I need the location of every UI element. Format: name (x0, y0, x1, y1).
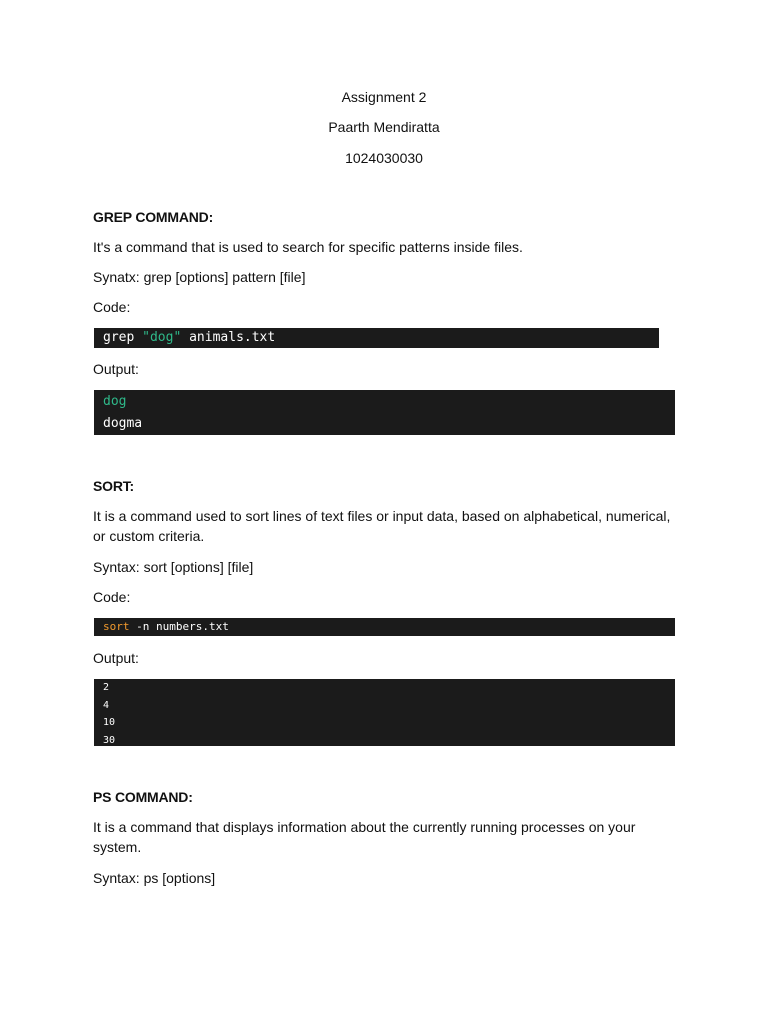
sort-code-label: Code: (93, 589, 131, 605)
grep-code-label: Code: (93, 299, 131, 315)
author-name: Paarth Mendiratta (328, 119, 440, 135)
sort-syntax: Syntax: sort [options] [file] (93, 559, 254, 575)
sort-output-block (94, 679, 675, 746)
sort-output-line: 2 (103, 682, 110, 693)
sort-output-line: 4 (103, 699, 110, 711)
grep-output-label: Output: (93, 361, 139, 377)
grep-output-line: dogma (103, 416, 143, 431)
sort-heading: SORT: (93, 478, 135, 494)
roll-number: 1024030030 (345, 150, 423, 166)
sort-output-label: Output: (93, 650, 139, 666)
grep-code-line (103, 328, 659, 348)
grep-code-block (94, 328, 659, 348)
sort-output-line: 30 (103, 734, 116, 746)
ps-heading: PS COMMAND: (93, 789, 193, 805)
sort-description: It is a command used to sort lines of text files or input data, based on alphabetical, numerical, or custom criteria. (93, 508, 671, 544)
ps-syntax: Syntax: ps [options] (93, 870, 216, 886)
sort-command-word: sort (103, 620, 130, 633)
grep-heading: GREP COMMAND: (93, 209, 214, 225)
grep-syntax: Synatx: grep [options] pattern [file] (93, 269, 306, 285)
sort-code-arguments: -n numbers.txt (129, 620, 229, 633)
grep-pattern-string: "dog" (142, 330, 182, 345)
grep-file-argument: animals.txt (181, 330, 276, 345)
grep-output-block (94, 390, 675, 435)
ps-description: It is a command that displays information about the currently running processes on your system. (93, 819, 636, 855)
sort-code-block (94, 618, 675, 636)
grep-command-word: grep (103, 330, 143, 345)
sort-code-line (103, 618, 675, 636)
grep-description: It's a command that is used to search for specific patterns inside files. (93, 239, 523, 255)
grep-output-line: dog (103, 394, 127, 409)
document-title: Assignment 2 (341, 89, 427, 105)
sort-output-line: 10 (103, 717, 116, 728)
